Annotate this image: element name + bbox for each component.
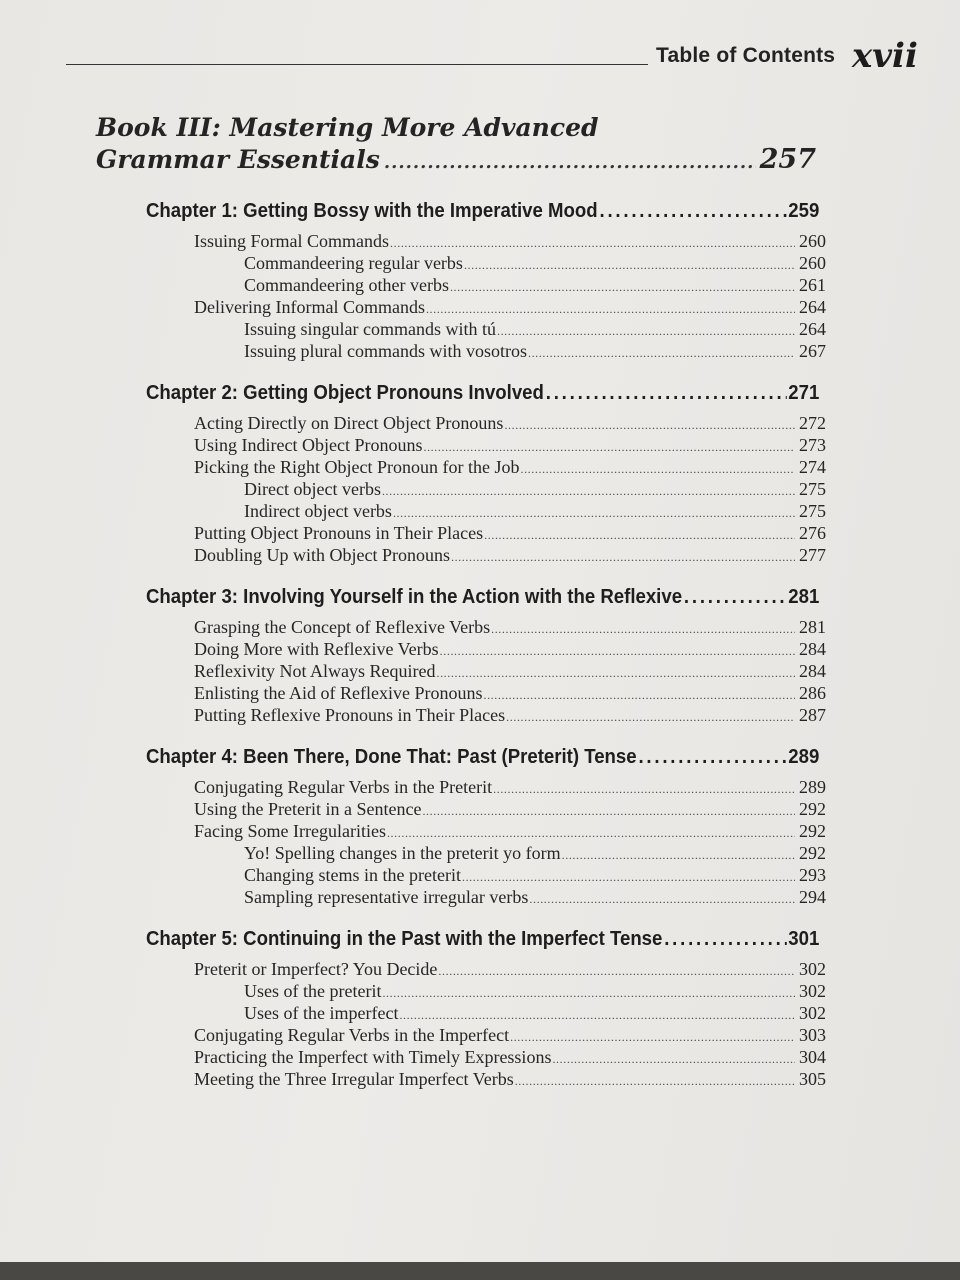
entry-text: Uses of the preterit bbox=[244, 981, 382, 1001]
chapter-entries bbox=[146, 412, 826, 566]
chapter-4 bbox=[146, 742, 826, 908]
dot-leader bbox=[638, 742, 786, 772]
chapter-heading bbox=[146, 742, 819, 772]
chapter-heading bbox=[146, 196, 819, 226]
entry-text: Using Indirect Object Pronouns bbox=[194, 435, 423, 455]
dot-leader bbox=[599, 196, 786, 226]
entry-page: 260 bbox=[799, 253, 826, 273]
entry-text: Conjugating Regular Verbs in the Preterit bbox=[194, 777, 493, 797]
entry-page: 281 bbox=[799, 617, 826, 637]
entry-text: Grasping the Concept of Reflexive Verbs bbox=[194, 617, 491, 637]
entry-text: Commandeering other verbs bbox=[244, 275, 449, 295]
chapter-1 bbox=[146, 196, 826, 362]
toc-subentry bbox=[146, 274, 826, 296]
entry-page: 292 bbox=[799, 799, 826, 819]
running-header bbox=[66, 36, 926, 80]
toc-subentry bbox=[146, 340, 826, 362]
toc-entry bbox=[146, 230, 826, 252]
chapter-page: 301 bbox=[788, 928, 820, 950]
chapter-list bbox=[146, 196, 826, 1106]
entry-page: 275 bbox=[799, 479, 826, 499]
entry-page: 273 bbox=[799, 435, 826, 455]
header-page-number: xvii bbox=[852, 36, 918, 76]
entry-page: 289 bbox=[799, 777, 826, 797]
entry-page: 267 bbox=[799, 341, 826, 361]
entry-text: Changing stems in the preterit bbox=[244, 865, 461, 885]
dot-leader bbox=[399, 1004, 795, 1026]
dot-leader bbox=[493, 778, 795, 800]
entry-page: 277 bbox=[799, 545, 826, 565]
entry-page: 260 bbox=[799, 231, 826, 251]
dot-leader bbox=[515, 1070, 795, 1092]
entry-text: Direct object verbs bbox=[244, 479, 381, 499]
dot-leader bbox=[390, 232, 795, 254]
entry-page: 284 bbox=[799, 661, 826, 681]
entry-text: Conjugating Regular Verbs in the Imperfect bbox=[194, 1025, 510, 1045]
entry-page: 284 bbox=[799, 639, 826, 659]
entry-text: Doubling Up with Object Pronouns bbox=[194, 545, 450, 565]
toc-entry bbox=[146, 820, 826, 842]
toc-entry bbox=[146, 296, 826, 318]
dot-leader bbox=[438, 960, 795, 982]
entry-page: 264 bbox=[799, 297, 826, 317]
dot-leader bbox=[497, 320, 795, 342]
dot-leader bbox=[423, 436, 795, 458]
entry-text: Picking the Right Object Pronoun for the Job bbox=[194, 457, 520, 477]
toc-entry bbox=[146, 434, 826, 456]
header-section-title: Table of Contents bbox=[656, 44, 836, 67]
chapter-heading bbox=[146, 378, 819, 408]
toc-subentry bbox=[146, 864, 826, 886]
chapter-5 bbox=[146, 924, 826, 1090]
entry-text: Sampling representative irregular verbs bbox=[244, 887, 529, 907]
entry-text: Commandeering regular verbs bbox=[244, 253, 463, 273]
part-heading bbox=[96, 112, 816, 179]
entry-text: Reflexivity Not Always Required bbox=[194, 661, 436, 681]
toc-entry bbox=[146, 616, 826, 638]
dot-leader bbox=[464, 254, 795, 276]
entry-text: Yo! Spelling changes in the preterit yo form bbox=[244, 843, 561, 863]
dot-leader bbox=[382, 982, 795, 1004]
dot-leader bbox=[529, 888, 795, 910]
dot-leader bbox=[450, 276, 795, 298]
entry-text: Preterit or Imperfect? You Decide bbox=[194, 959, 438, 979]
toc-entry bbox=[146, 522, 826, 544]
toc-entry bbox=[146, 638, 826, 660]
toc-entry bbox=[146, 798, 826, 820]
dot-leader bbox=[484, 524, 795, 546]
entry-text: Uses of the imperfect bbox=[244, 1003, 399, 1023]
toc-entry bbox=[146, 1068, 826, 1090]
header-rule bbox=[66, 64, 648, 65]
chapter-page: 271 bbox=[788, 382, 820, 404]
dot-leader bbox=[387, 822, 795, 844]
dot-leader bbox=[491, 618, 795, 640]
toc-subentry bbox=[146, 886, 826, 908]
part-page: 257 bbox=[759, 144, 816, 175]
entry-page: 294 bbox=[799, 887, 826, 907]
entry-text: Indirect object verbs bbox=[244, 501, 392, 521]
toc-subentry bbox=[146, 980, 826, 1002]
chapter-heading bbox=[146, 924, 819, 954]
toc-entry bbox=[146, 660, 826, 682]
chapter-entries bbox=[146, 776, 826, 908]
chapter-2 bbox=[146, 378, 826, 566]
dot-leader bbox=[520, 458, 795, 480]
dot-leader bbox=[504, 414, 795, 436]
toc-entry bbox=[146, 682, 826, 704]
part-title-line1: Book III: Mastering More Advanced bbox=[96, 113, 599, 142]
toc-subentry bbox=[146, 842, 826, 864]
entry-text: Delivering Informal Commands bbox=[194, 297, 425, 317]
entry-text: Enlisting the Aid of Reflexive Pronouns bbox=[194, 683, 483, 703]
entry-page: 302 bbox=[799, 1003, 826, 1023]
chapter-title: Chapter 1: Getting Bossy with the Imperative Mood bbox=[146, 200, 598, 222]
entry-text: Doing More with Reflexive Verbs bbox=[194, 639, 439, 659]
chapter-title: Chapter 5: Continuing in the Past with the Imperfect Tense bbox=[146, 928, 663, 950]
chapter-entries bbox=[146, 230, 826, 362]
entry-text: Acting Directly on Direct Object Pronouns bbox=[194, 413, 504, 433]
entry-page: 261 bbox=[799, 275, 826, 295]
toc-entry bbox=[146, 1046, 826, 1068]
chapter-3 bbox=[146, 582, 826, 726]
dot-leader bbox=[483, 684, 795, 706]
chapter-heading bbox=[146, 582, 819, 612]
toc-entry bbox=[146, 456, 826, 478]
entry-page: 287 bbox=[799, 705, 826, 725]
dot-leader bbox=[382, 480, 795, 502]
toc-entry bbox=[146, 412, 826, 434]
entry-page: 304 bbox=[799, 1047, 826, 1067]
entry-page: 272 bbox=[799, 413, 826, 433]
dot-leader bbox=[462, 866, 795, 888]
dot-leader bbox=[422, 800, 795, 822]
entry-page: 292 bbox=[799, 821, 826, 841]
toc-subentry bbox=[146, 252, 826, 274]
entry-text: Issuing singular commands with tú bbox=[244, 319, 496, 339]
entry-text: Issuing plural commands with vosotros bbox=[244, 341, 527, 361]
toc-entry bbox=[146, 958, 826, 980]
chapter-entries bbox=[146, 958, 826, 1090]
entry-page: 264 bbox=[799, 319, 826, 339]
dot-leader bbox=[436, 662, 795, 684]
entry-page: 276 bbox=[799, 523, 826, 543]
part-title-row bbox=[96, 144, 816, 179]
toc-entry bbox=[146, 704, 826, 726]
toc-subentry bbox=[146, 1002, 826, 1024]
chapter-page: 289 bbox=[788, 746, 820, 768]
dot-leader bbox=[510, 1026, 795, 1048]
entry-text: Facing Some Irregularities bbox=[194, 821, 386, 841]
dot-leader bbox=[664, 924, 786, 954]
dot-leader bbox=[384, 147, 756, 179]
chapter-title: Chapter 3: Involving Yourself in the Action with the Reflexive bbox=[146, 586, 683, 608]
entry-page: 275 bbox=[799, 501, 826, 521]
chapter-entries bbox=[146, 616, 826, 726]
entry-page: 302 bbox=[799, 959, 826, 979]
dot-leader bbox=[451, 546, 795, 568]
dot-leader bbox=[562, 844, 795, 866]
toc-entry bbox=[146, 1024, 826, 1046]
entry-text: Practicing the Imperfect with Timely Expressions bbox=[194, 1047, 552, 1067]
dot-leader bbox=[546, 378, 787, 408]
toc-subentry bbox=[146, 318, 826, 340]
entry-text: Issuing Formal Commands bbox=[194, 231, 390, 251]
chapter-page: 259 bbox=[788, 200, 820, 222]
toc-entry bbox=[146, 544, 826, 566]
toc-subentry bbox=[146, 500, 826, 522]
entry-page: 303 bbox=[799, 1025, 826, 1045]
dot-leader bbox=[426, 298, 795, 320]
dot-leader bbox=[393, 502, 795, 524]
entry-page: 293 bbox=[799, 865, 826, 885]
entry-page: 274 bbox=[799, 457, 826, 477]
entry-text: Putting Object Pronouns in Their Places bbox=[194, 523, 484, 543]
dot-leader bbox=[552, 1048, 795, 1070]
entry-text: Meeting the Three Irregular Imperfect Verbs bbox=[194, 1069, 514, 1089]
dot-leader bbox=[506, 706, 795, 728]
chapter-title: Chapter 4: Been There, Done That: Past (Preterit) Tense bbox=[146, 746, 637, 768]
chapter-title: Chapter 2: Getting Object Pronouns Involved bbox=[146, 382, 544, 404]
entry-page: 292 bbox=[799, 843, 826, 863]
entry-text: Putting Reflexive Pronouns in Their Places bbox=[194, 705, 506, 725]
dot-leader bbox=[684, 582, 787, 612]
dot-leader bbox=[440, 640, 795, 662]
dot-leader bbox=[528, 342, 795, 364]
part-title-line2: Grammar Essentials bbox=[96, 145, 380, 174]
entry-page: 302 bbox=[799, 981, 826, 1001]
entry-page: 286 bbox=[799, 683, 826, 703]
entry-text: Using the Preterit in a Sentence bbox=[194, 799, 422, 819]
toc-entry bbox=[146, 776, 826, 798]
entry-page: 305 bbox=[799, 1069, 826, 1089]
toc-subentry bbox=[146, 478, 826, 500]
chapter-page: 281 bbox=[788, 586, 820, 608]
